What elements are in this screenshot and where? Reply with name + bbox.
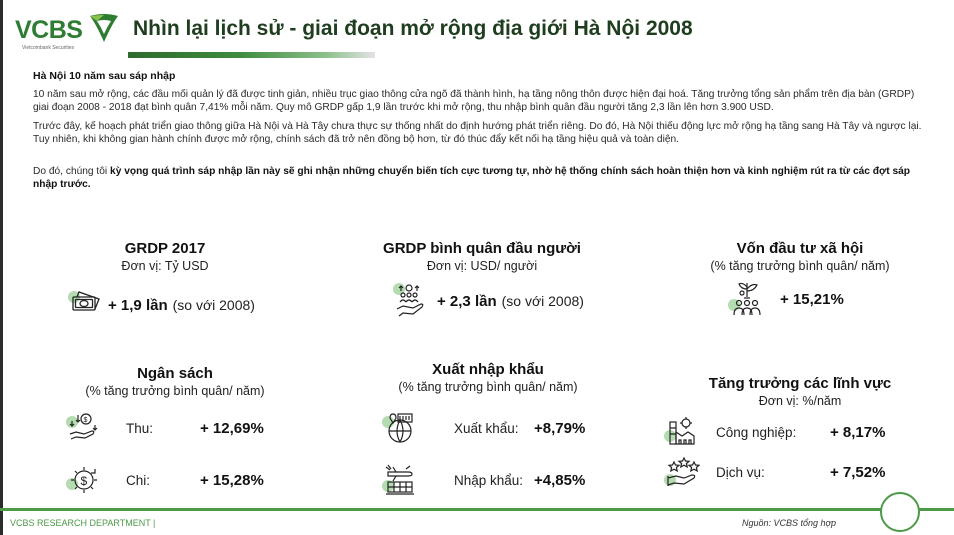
investment-metric — [728, 279, 844, 319]
budget-expense-row — [66, 464, 306, 496]
plant-people-icon — [728, 279, 762, 319]
intro-conclusion — [33, 165, 928, 192]
logo-text: VCBS — [15, 16, 83, 44]
left-edge-border — [0, 0, 3, 535]
card-subtitle: (% tăng trưởng bình quân/ năm) — [710, 259, 890, 273]
vcbs-logo — [15, 12, 125, 52]
logo-shield-icon — [88, 14, 120, 44]
card-subtitle: (% tăng trưởng bình quân/ năm) — [85, 384, 265, 398]
svg-text:$: $ — [83, 417, 88, 424]
sector-services-label: Dịch vụ: — [716, 464, 765, 480]
dollar-gear-icon — [66, 464, 100, 496]
budget-revenue-label: Thu: — [126, 420, 154, 436]
money-bills-icon — [68, 289, 102, 321]
globe-truck-icon — [382, 412, 416, 444]
factory-gear-icon — [664, 416, 698, 448]
budget-expense-value: + 15,28% — [200, 471, 264, 489]
card-subtitle: Đơn vị: USD/ người — [426, 259, 538, 273]
svg-text:$: $ — [80, 474, 88, 488]
trade-export-value: +8,79% — [534, 419, 586, 437]
grdp-value: + 1,9 lần — [108, 296, 168, 314]
title-underline — [128, 52, 375, 58]
card-subtitle: Đơn vị: %/năm — [758, 394, 842, 408]
footer-source: Nguồn: VCBS tổng hợp — [742, 518, 836, 528]
card-sectors — [690, 375, 910, 408]
money-in-hand-icon — [66, 412, 100, 444]
card-subtitle: (% tăng trưởng bình quân/ năm) — [398, 380, 578, 394]
trade-export-row — [382, 412, 602, 444]
logo-subtext: Vietcombank Securities — [22, 45, 75, 51]
investment-value: + 15,21% — [780, 290, 844, 308]
sector-industry-label: Công nghiệp: — [716, 424, 797, 440]
footer-circle-decoration — [880, 492, 920, 532]
budget-revenue-row — [66, 412, 306, 444]
conclusion-bold: kỳ vọng quá trình sáp nhập lần này sẽ ghi nhận những chuyển biến tích cực tương tự, nhờ hệ thống chính sách hoàn thiện hơn và kinh nghiệm rút ra từ các đợt sáp nhập trước. — [33, 165, 911, 190]
grdp-per-capita-value: + 2,3 lần — [437, 292, 497, 310]
intro-section — [33, 70, 928, 197]
people-hand-icon — [393, 283, 427, 319]
card-title: GRDP bình quân đầu người — [383, 240, 581, 257]
sector-industry-value: + 8,17% — [830, 423, 886, 441]
stars-hand-icon — [664, 456, 698, 488]
card-title: GRDP 2017 — [124, 240, 206, 257]
card-grdp-per-capita — [372, 240, 592, 273]
card-investment — [690, 240, 910, 273]
intro-paragraph-1: 10 năm sau mở rộng, các đầu mối quản lý đã được tinh giản, nhiều trục giao thông cửa ngõ đã thành hình, hạ tầng nông thôn được hiện đại hoá. Tăng trưởng tổng sản phẩm trên địa bàn (GRDP) giai đoạn 2008 - 2018 đạt bình quân 7,41% mỗi năm. Quy mô GRDP gấp 1,9 lần trước khi mở rộng, thu nhập bình quân đầu người tăng 2,3 lần lên hơn 3.900 USD. — [33, 88, 915, 113]
card-grdp — [90, 240, 240, 273]
budget-expense-label: Chi: — [126, 472, 151, 488]
budget-revenue-value: + 12,69% — [200, 419, 264, 437]
page-title: Nhìn lại lịch sử - giai đoạn mở rộng địa giới Hà Nội 2008 — [133, 17, 693, 40]
card-subtitle: Đơn vị: Tỷ USD — [121, 259, 209, 273]
plane-cargo-icon — [382, 464, 416, 496]
trade-import-value: +4,85% — [534, 471, 586, 489]
card-title: Ngân sách — [137, 365, 213, 382]
card-title: Vốn đầu tư xã hội — [736, 240, 864, 257]
trade-import-label: Nhập khẩu: — [454, 472, 524, 488]
grdp-metric — [68, 289, 255, 321]
sector-services-value: + 7,52% — [830, 463, 886, 481]
grdp-per-capita-metric — [393, 283, 584, 319]
grdp-note: (so với 2008) — [172, 297, 255, 313]
card-title: Tăng trưởng các lĩnh vực — [708, 375, 892, 392]
footer-department: VCBS RESEARCH DEPARTMENT | — [10, 518, 156, 528]
trade-import-row — [382, 464, 602, 496]
conclusion-prefix: Do đó, chúng tôi — [33, 165, 111, 177]
card-trade — [378, 361, 598, 394]
card-budget — [70, 365, 280, 398]
intro-heading: Hà Nội 10 năm sau sáp nhập — [33, 70, 176, 82]
card-title: Xuất nhập khẩu — [432, 361, 544, 378]
intro-paragraph-2: Trước đây, kế hoạch phát triển giao thông giữa Hà Nội và Hà Tây chưa thực sự thống nhất do định hướng phát triển riêng. Do đó, Hà Nội thiếu động lực mở rộng hạ tầng sang Hà Tây và ngược lại. Tuy nhiên, khi không gian hành chính được mở rộng, chính sách đã trở nên đồng bộ hơn, từ đó thúc đẩy kết nối hạ tầng hiệu quả và toàn diện. — [33, 120, 922, 145]
trade-export-label: Xuất khẩu: — [454, 420, 519, 436]
sector-services-row — [664, 456, 904, 488]
sector-industry-row — [664, 416, 904, 448]
grdp-per-capita-note: (so với 2008) — [501, 293, 584, 309]
footer-divider — [0, 508, 954, 511]
